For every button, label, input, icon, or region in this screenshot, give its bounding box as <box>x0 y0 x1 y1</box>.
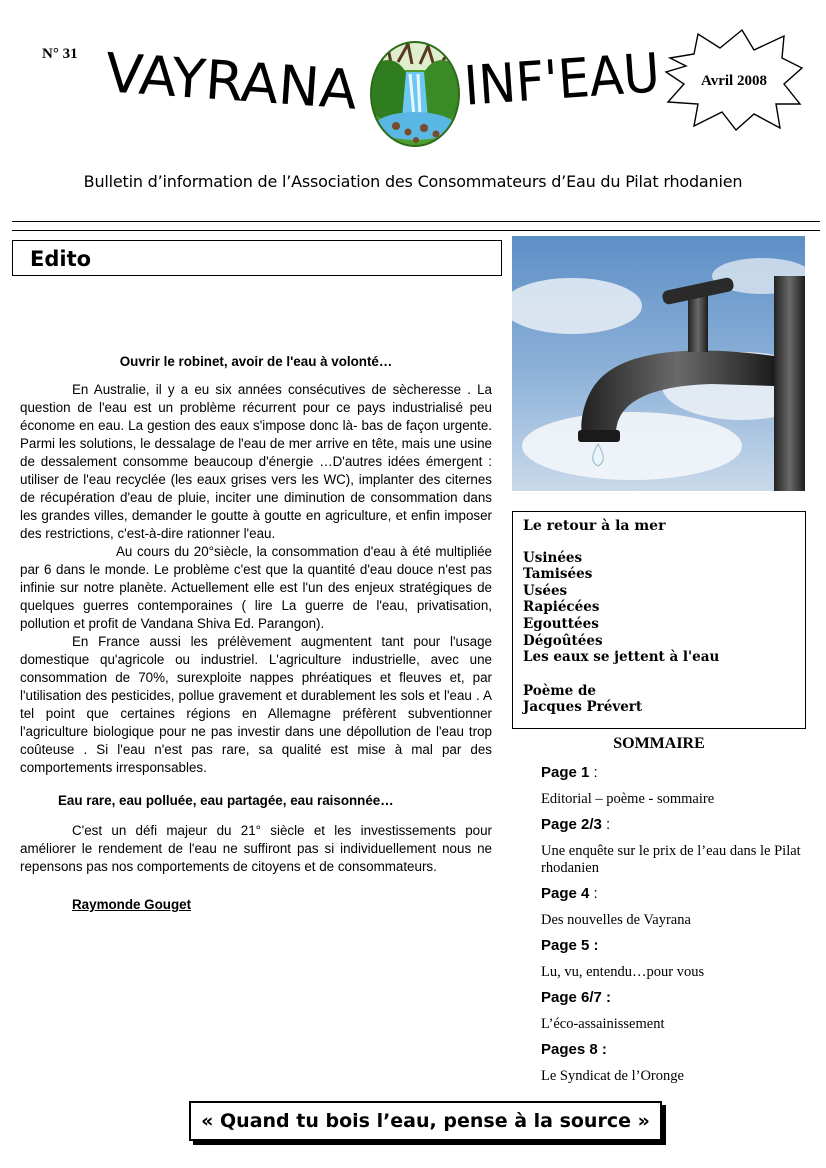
issue-date: Avril 2008 <box>701 73 767 89</box>
poem-line: Les eaux se jettent à l'eau <box>523 649 720 666</box>
poem-line: Dégoûtées <box>523 632 603 649</box>
article-heading: Ouvrir le robinet, avoir de l'eau à volonté… <box>119 354 393 369</box>
toc-separator: : <box>589 764 598 781</box>
poem-line: Egouttées <box>523 615 599 632</box>
toc-separator: : <box>601 816 611 833</box>
toc-page-label: Page 2/3 <box>541 816 602 833</box>
poem-line: Usées <box>523 582 568 599</box>
toc-page-label: Page 1 <box>541 764 590 781</box>
toc-page <box>541 764 811 781</box>
poem <box>523 518 719 716</box>
toc-description: Editorial – poème - sommaire <box>541 791 715 807</box>
waterfall-forest-logo <box>368 40 462 148</box>
footer-quote: « Quand tu bois l’eau, pense à la source » <box>201 1110 650 1132</box>
toc-description: Lu, vu, entendu…pour vous <box>541 964 705 980</box>
issue-number: N° 31 <box>42 46 78 62</box>
poem-line: Rapiécées <box>523 599 600 616</box>
edito-article <box>20 354 492 914</box>
masthead-title-right <box>460 36 665 121</box>
poem-line: Tamisées <box>523 566 593 583</box>
toc-page-label: Page 6/7 : <box>541 989 612 1006</box>
poem-author: Jacques Prévert <box>523 699 643 716</box>
toc-page <box>541 1041 811 1058</box>
toc-description: Une enquête sur le prix de l’eau dans le Pilat rhodanien <box>541 843 801 876</box>
divider <box>12 230 820 231</box>
divider <box>12 221 820 222</box>
table-of-contents <box>541 764 811 1093</box>
article-paragraph: En France aussi les prélèvement augmentent tant pour l'usage domestique qu'agricole ou industriel. L'agriculture industrielle, avec une consommation de 70%, surexploite nappes phréatiques et fleuves et, par l'utilisation des pesticides, pollue gravement et durablement les sols et l'eau . A tel point que certaines régions en Allemagne préfèrent subventionner l'agriculture biologique pour ne pas investir dans une dépollution de l'eau trop coûteuse . Si l'eau n'est pas rare, sa qualité est mise à mal par des comportements irresponsables. <box>20 634 492 775</box>
article-paragraph: C'est un défi majeur du 21° siècle et les investissements pour améliorer le rendement de l'eau ne suffiront pas si individuellement nous ne repensons pas nos comportements de citoyens et de consommateurs. <box>20 823 492 874</box>
poem-line: Usinées <box>523 549 583 566</box>
bulletin-subtitle: Bulletin d’information de l’Association des Consommateurs d’Eau du Pilat rhodanien <box>83 172 743 191</box>
masthead-title-left-text: VAYRANA <box>103 41 331 120</box>
toc-description: Des nouvelles de Vayrana <box>541 912 691 928</box>
article-heading: Eau rare, eau polluée, eau partagée, eau raisonnée… <box>58 793 394 808</box>
article-paragraph: Au cours du 20°siècle, la consommation d'eau à été multipliée par 6 dans le monde. Le problème c'est que la quantité d'eau douce n'est pas infinie sur notre planète. Actuellement elle est l'un des enjeux stratégiques de quelques guerres contemporaines ( lire La guerre de l'eau, privatisation, pollution et profit de Vandana Shiva Ed. Parangon). <box>20 544 492 631</box>
toc-page <box>541 816 811 833</box>
toc-page-label: Page 5 : <box>541 937 599 954</box>
masthead-title-left <box>100 40 362 125</box>
article-paragraph: En Australie, il y a eu six années consécutives de sècheresse . La question de l'eau est un problème récurrent pour ce pays industrialisé peu économe en eau. La gestion des eaux s'impose donc là- bas de façon urgente. Parmi les solutions, le dessalage de l'eau de mer arrive en tête, mais une usine de dessalement consomme beaucoup d'énergie …D'autres idées émergent : utiliser de l'eau recyclée (les eaux grises vers les WC), implanter des citernes de récupération d'eau de pluie, inciter une diminution de consommation dans les grandes villes, demander le goutte à goutte en agriculture, et enfin imposer des restrictions, c'est-à-dire rationner l'eau. <box>20 382 492 541</box>
toc-page-label: Pages 8 : <box>541 1041 607 1058</box>
sommaire-heading: SOMMAIRE <box>613 735 705 752</box>
toc-page-label: Page 4 <box>541 885 590 902</box>
toc-description: Le Syndicat de l’Oronge <box>541 1068 684 1084</box>
toc-description: L’éco-assainissement <box>541 1016 665 1032</box>
article-signature: Raymonde Gouget <box>72 897 192 912</box>
dripping-faucet-photo <box>512 236 805 491</box>
toc-page <box>541 989 811 1006</box>
toc-separator: : <box>589 885 598 902</box>
poem-credit: Poème de <box>523 682 596 699</box>
toc-page <box>541 937 811 954</box>
poem-lines <box>523 550 719 666</box>
poem-title: Le retour à la mer <box>523 518 666 534</box>
edito-title: Edito <box>30 247 92 271</box>
toc-page <box>541 885 811 902</box>
masthead-title-right-text: INF'EAU <box>461 41 658 118</box>
